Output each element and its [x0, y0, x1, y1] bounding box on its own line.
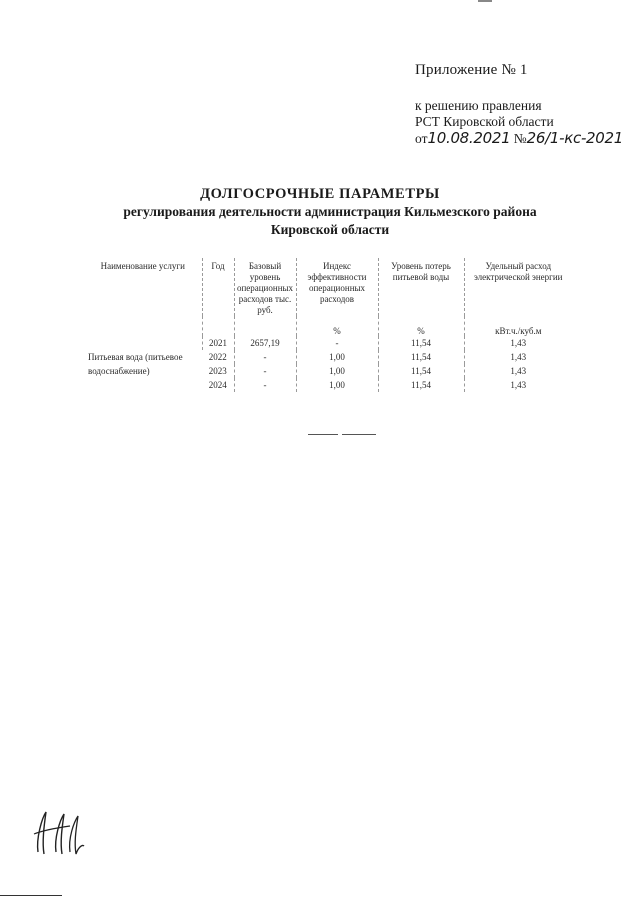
- decision-reference: [415, 98, 623, 147]
- separator-line: [342, 434, 376, 435]
- losses-cell: 11,54: [378, 336, 464, 350]
- base-cell: -: [234, 364, 296, 378]
- table-row: [84, 336, 572, 350]
- header-year: Год: [202, 258, 234, 316]
- base-cell: 2657,19: [234, 336, 296, 350]
- unit-cell: [234, 316, 296, 336]
- base-cell: -: [234, 378, 296, 392]
- decision-line-2: РСТ Кировской области: [415, 114, 554, 129]
- decision-date-line: [415, 130, 623, 147]
- document-subtitle-1: регулирования деятельности администрация Кильмезского района: [123, 204, 537, 219]
- year-cell: 2023: [208, 366, 227, 376]
- table-units-row: [84, 316, 572, 336]
- year-cell: 2022: [208, 352, 227, 362]
- unit-cell: %: [296, 316, 378, 336]
- year-cell: 2024: [208, 380, 227, 390]
- index-cell: -: [296, 336, 378, 350]
- index-cell: 1,00: [296, 350, 378, 364]
- unit-cell: %: [378, 316, 464, 336]
- document-title: ДОЛГОСРОЧНЫЕ ПАРАМЕТРЫ: [200, 186, 440, 202]
- footer-line: [0, 895, 62, 896]
- handwritten-date: 10.08.2021: [427, 129, 511, 147]
- number-prefix: №: [513, 131, 527, 146]
- header-base-level: Базовый уровень операционных расходов тыс. руб.: [234, 258, 296, 316]
- unit-cell: [84, 316, 202, 336]
- base-cell: -: [234, 350, 296, 364]
- scan-mark: [478, 0, 492, 2]
- separator-line: [308, 434, 338, 435]
- header-service: Наименование услуги: [100, 261, 185, 271]
- header-efficiency-index: Индекс эффективности операционных расходов: [296, 258, 378, 316]
- energy-cell: 1,43: [464, 336, 572, 350]
- table-header-row: [84, 258, 572, 316]
- unit-cell: кВт.ч./куб.м: [464, 316, 572, 336]
- handwritten-number: 26/1-кс-2021: [526, 129, 624, 147]
- date-prefix: от: [415, 131, 428, 146]
- header-energy-consumption: Удельный расход электрической энергии: [464, 258, 572, 316]
- energy-cell: 1,43: [464, 378, 572, 392]
- losses-cell: 11,54: [378, 350, 464, 364]
- index-cell: 1,00: [296, 378, 378, 392]
- parameters-table: [84, 258, 572, 392]
- signature-initials: [30, 808, 90, 858]
- decision-line-1: к решению правления: [415, 98, 542, 113]
- losses-cell: 11,54: [378, 364, 464, 378]
- service-name-cell: Питьевая вода (питьевое водоснабжение): [88, 352, 183, 376]
- index-cell: 1,00: [296, 364, 378, 378]
- energy-cell: 1,43: [464, 364, 572, 378]
- year-cell: 2021: [202, 336, 234, 350]
- unit-cell: [202, 316, 234, 336]
- appendix-label: Приложение № 1: [415, 62, 528, 78]
- header-water-losses: Уровень потерь питьевой воды: [378, 258, 464, 316]
- document-subtitle-2: Кировской области: [270, 222, 390, 237]
- losses-cell: 11,54: [378, 378, 464, 392]
- energy-cell: 1,43: [464, 350, 572, 364]
